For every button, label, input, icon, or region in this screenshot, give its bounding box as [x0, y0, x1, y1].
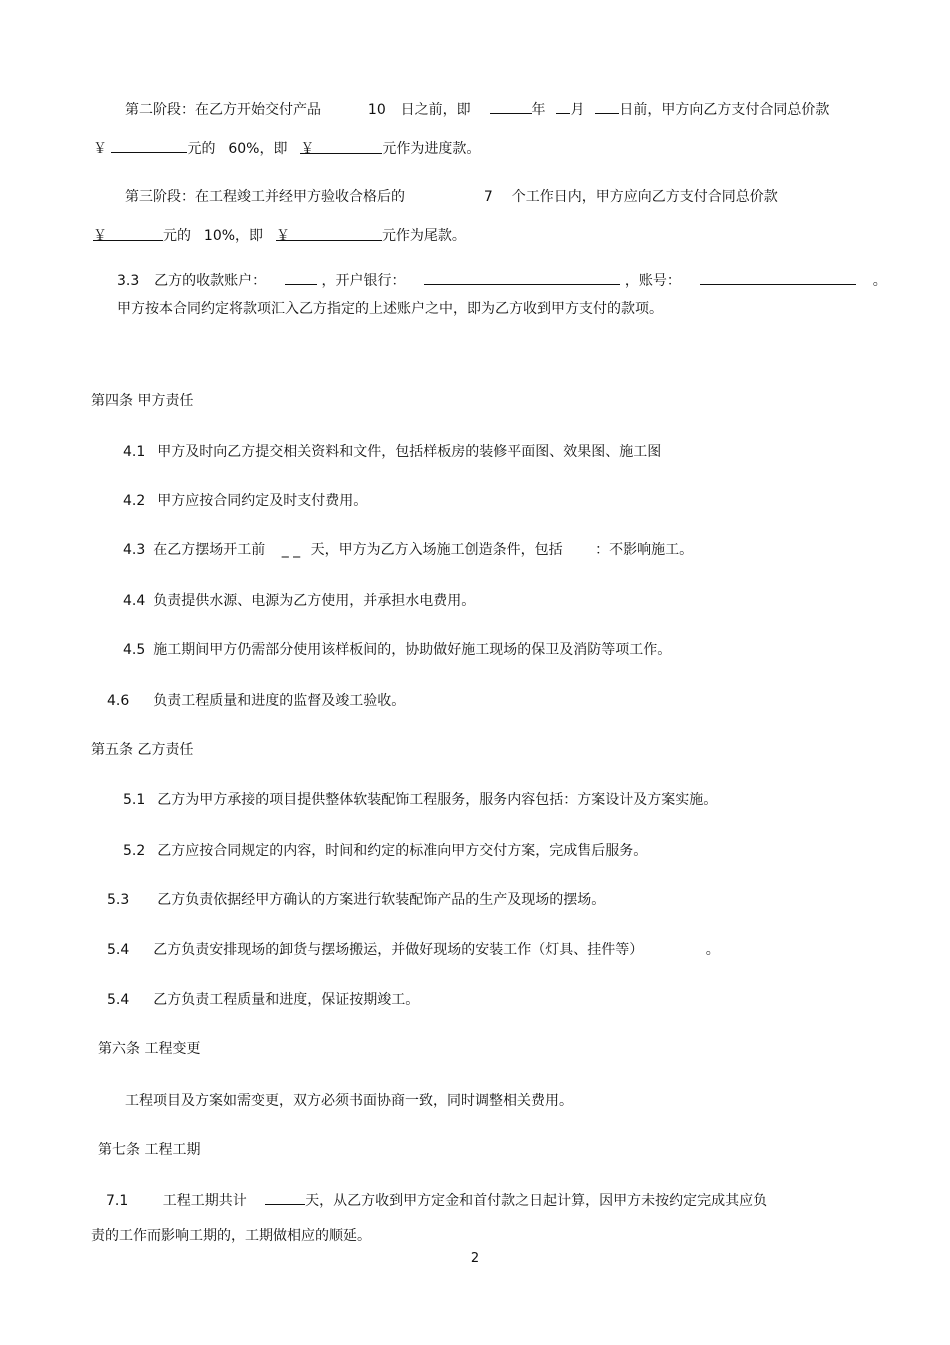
clause-5-5: [107, 990, 419, 1010]
stage2-month: 月: [570, 102, 585, 118]
day-blank: [595, 99, 619, 114]
clause-4-3-number: 4.3: [123, 542, 146, 558]
clause-4-3-text-c: ：不影响施工。: [595, 542, 694, 558]
stage2-yuan-of: 元的: [187, 141, 216, 157]
clause-5-5-text: 乙方负责工程质量和进度，保证按期竣工。: [153, 992, 420, 1008]
clause-4-3: [123, 540, 693, 560]
article-6-title: 第六条 工程变更: [98, 1041, 201, 1057]
clause-4-4-text: 负责提供水源、电源为乙方使用，并承担水电费用。: [153, 593, 476, 609]
clause-4-2-text: 甲方应按合同约定及时支付费用。: [157, 493, 368, 509]
clause-4-1-text: 甲方及时向乙方提交相关资料和文件，包括样板房的装修平面图、效果图、施工图: [157, 444, 662, 460]
clause-4-3-text-b: 天，甲方为乙方入场施工创造条件，包括: [310, 542, 563, 558]
stage2-yen2: ￥: [300, 141, 315, 157]
clause-5-1: [123, 790, 717, 810]
clause-5-3-text: 乙方负责依据经甲方确认的方案进行软装配饰产品的生产及现场的摆场。: [157, 892, 606, 908]
clause-5-1-number: 5.1: [123, 792, 146, 808]
stage3-ji: ，即: [235, 228, 264, 244]
clause-5-4-number: 5.4: [107, 942, 130, 958]
stage3-yen1: ￥: [93, 228, 107, 244]
duration-blank: [265, 1190, 305, 1205]
stage2-total-blank: [111, 138, 187, 153]
clause-4-1-number: 4.1: [123, 444, 146, 460]
stage3-percent: 10%: [203, 228, 236, 244]
clause-5-2-number: 5.2: [123, 843, 146, 859]
stage2-percent: 60%: [228, 141, 260, 157]
clause-7-1-line1: [106, 1190, 767, 1211]
clause-5-4-end: 。: [705, 942, 720, 958]
stage3-days: 7: [483, 189, 493, 205]
stage3-amount-blank: [275, 226, 382, 244]
stage2-text-a: 第二阶段：在乙方开始交付产品: [125, 102, 321, 118]
clause-5-5-number: 5.4: [107, 992, 130, 1008]
stage3-yuan-of: 元的: [163, 228, 191, 244]
clause-4-5: [123, 640, 671, 660]
stage2-tail: 元作为进度款。: [382, 141, 481, 157]
clause-4-6-text: 负责工程质量和进度的监督及竣工验收。: [153, 693, 406, 709]
clause-4-3-blank: _ _: [281, 542, 301, 558]
clause-7-1-text-a: 工程工期共计: [162, 1193, 247, 1209]
clause-3-3-bank-label: ，开户银行：: [321, 273, 406, 289]
stage2-line2: [93, 138, 480, 159]
clause-5-4: [107, 940, 720, 960]
account-number-blank: [700, 270, 856, 285]
stage3-text-b: 个工作日内，甲方应向乙方支付合同总价款: [511, 189, 778, 205]
clause-5-3-number: 5.3: [107, 892, 130, 908]
stage2-text-b: 日之前，即: [400, 102, 471, 118]
stage3-line2: [93, 226, 466, 246]
clause-5-3: [107, 890, 605, 910]
clause-3-3-line1: [117, 270, 887, 291]
clause-3-3-number: 3.3: [117, 273, 140, 289]
clause-4-4-number: 4.4: [123, 593, 146, 609]
clause-4-2: [123, 491, 367, 511]
clause-4-1: [123, 442, 661, 462]
stage3-text-a: 第三阶段：在工程竣工并经甲方验收合格后的: [125, 189, 405, 205]
clause-5-2-text: 乙方应按合同规定的内容，时间和约定的标准向甲方交付方案，完成售后服务。: [157, 843, 648, 859]
stage2-line1: [125, 99, 829, 120]
stage2-year: 年: [531, 102, 546, 118]
clause-7-1-text-b: 天，从乙方收到甲方定金和首付款之日起计算，因甲方未按约定完成其应负: [305, 1193, 768, 1209]
clause-4-4: [123, 591, 475, 611]
clause-3-3-line2: 甲方按本合同约定将款项汇入乙方指定的上述账户之中，即为乙方收到甲方支付的款项。: [117, 301, 663, 317]
clause-3-3-end: 。: [872, 273, 887, 289]
clause-5-2: [123, 841, 647, 861]
bank-blank: [424, 270, 620, 285]
stage3-total-blank: [93, 226, 163, 244]
clause-4-3-text-a: 在乙方摆场开工前: [153, 542, 266, 558]
article-7-title: 第七条 工程工期: [98, 1142, 201, 1158]
stage3-yen2: ￥: [275, 228, 290, 244]
clause-4-5-text: 施工期间甲方仍需部分使用该样板间的，协助做好施工现场的保卫及消防等项工作。: [153, 642, 672, 658]
clause-4-2-number: 4.2: [123, 493, 146, 509]
stage3-tail: 元作为尾款。: [381, 228, 466, 244]
stage2-amount-blank: [300, 139, 382, 157]
article-4-title: 第四条 甲方责任: [91, 393, 194, 409]
account-name-blank: [285, 270, 317, 285]
clause-5-4-text: 乙方负责安排现场的卸货与摆场搬运，并做好现场的安装工作（灯具、挂件等）: [153, 942, 644, 958]
month-blank: [556, 99, 570, 114]
clause-4-6: [107, 691, 405, 711]
clause-4-5-number: 4.5: [123, 642, 146, 658]
year-blank: [490, 99, 532, 114]
article-5-title: 第五条 乙方责任: [91, 742, 194, 758]
stage2-yen1: ￥: [93, 141, 107, 157]
stage3-line1: [125, 187, 778, 207]
stage2-days: 10: [367, 102, 386, 118]
stage2-ji: ，即: [259, 141, 288, 157]
clause-3-3-text: 乙方的收款账户：: [154, 273, 267, 289]
page-number: 2: [470, 1251, 480, 1266]
clause-4-6-number: 4.6: [107, 693, 130, 709]
clause-5-1-text: 乙方为甲方承接的项目提供整体软装配饰工程服务，服务内容包括：方案设计及方案实施。: [157, 792, 718, 808]
clause-7-1-line2: 责的工作而影响工期的，工期做相应的顺延。: [91, 1228, 371, 1244]
article-6-body: 工程项目及方案如需变更，双方必须书面协商一致，同时调整相关费用。: [125, 1093, 573, 1109]
stage2-text-c: 日前，甲方向乙方支付合同总价款: [619, 102, 830, 118]
clause-7-1-number: 7.1: [106, 1193, 129, 1209]
clause-3-3-account-label: ，账号：: [624, 273, 681, 289]
